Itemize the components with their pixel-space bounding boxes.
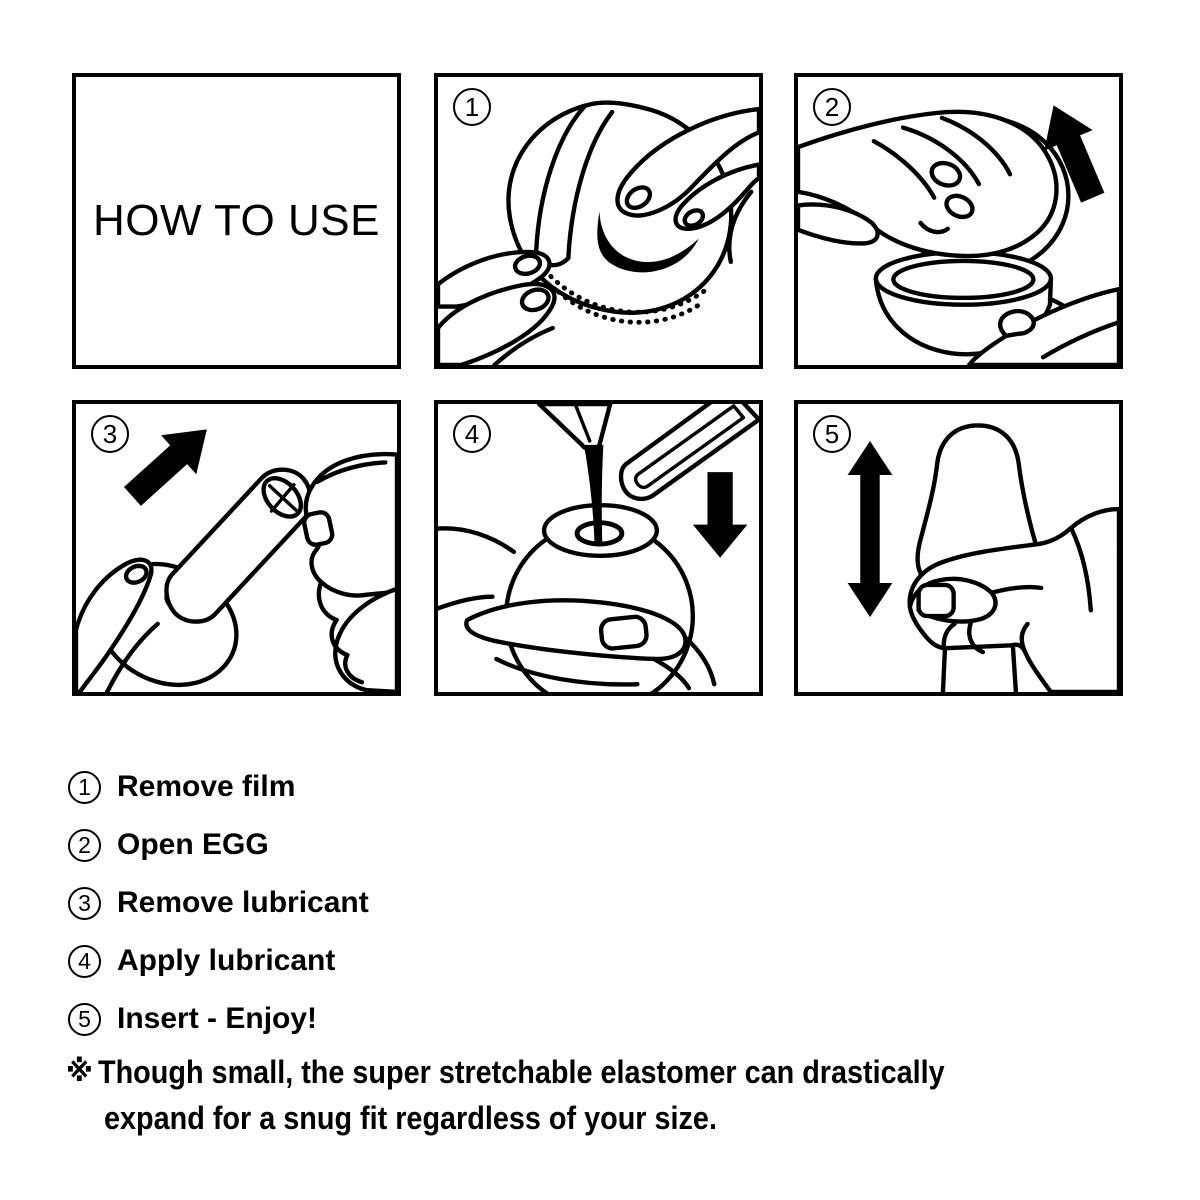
step-label-5: Insert - Enjoy! (117, 1002, 318, 1035)
step-item-1 (68, 758, 369, 816)
step-item-4 (68, 932, 369, 990)
step-item-3 (68, 874, 369, 932)
step-number-4: 4 (68, 945, 101, 978)
step-label-2: Open EGG (117, 828, 269, 861)
reference-mark: ※ (66, 1054, 93, 1088)
step-number-3: 3 (68, 887, 101, 920)
illustration-apply-lubricant-icon (438, 404, 759, 692)
footnote-text-1: Though small, the super stretchable elastomer can drastically (98, 1054, 945, 1090)
panel-number-5: 5 (813, 415, 851, 453)
step-number-1: 1 (68, 771, 101, 804)
step-number-2: 2 (68, 829, 101, 862)
step-label-3: Remove lubricant (117, 886, 369, 919)
panel-number-3: 3 (91, 415, 129, 453)
panel-step-3 (72, 400, 401, 696)
illustration-open-egg-icon (798, 77, 1119, 365)
panel-step-2 (794, 73, 1123, 369)
step-label-1: Remove film (117, 770, 296, 803)
panel-step-5 (794, 400, 1123, 696)
title-panel (72, 73, 401, 369)
footnote-line-2 (66, 1100, 1039, 1146)
step-item-2 (68, 816, 369, 874)
panel-step-4 (434, 400, 763, 696)
sheet-title: HOW TO USE (93, 196, 380, 245)
footnote-text-2: expand for a snug fit regardless of your size. (104, 1100, 717, 1136)
panel-number-2: 2 (813, 88, 851, 126)
illustration-remove-film-icon (438, 77, 759, 365)
panel-step-1 (434, 73, 763, 369)
panel-number-4: 4 (453, 415, 491, 453)
illustration-remove-lubricant-icon (76, 404, 397, 692)
step-label-4: Apply lubricant (117, 944, 336, 977)
step-number-5: 5 (68, 1003, 101, 1036)
step-list (68, 758, 369, 1048)
footnote-line-1 (66, 1054, 1039, 1100)
footnote (66, 1054, 1039, 1146)
step-item-5 (68, 990, 369, 1048)
illustration-insert-icon (798, 404, 1119, 692)
panel-number-1: 1 (453, 88, 491, 126)
